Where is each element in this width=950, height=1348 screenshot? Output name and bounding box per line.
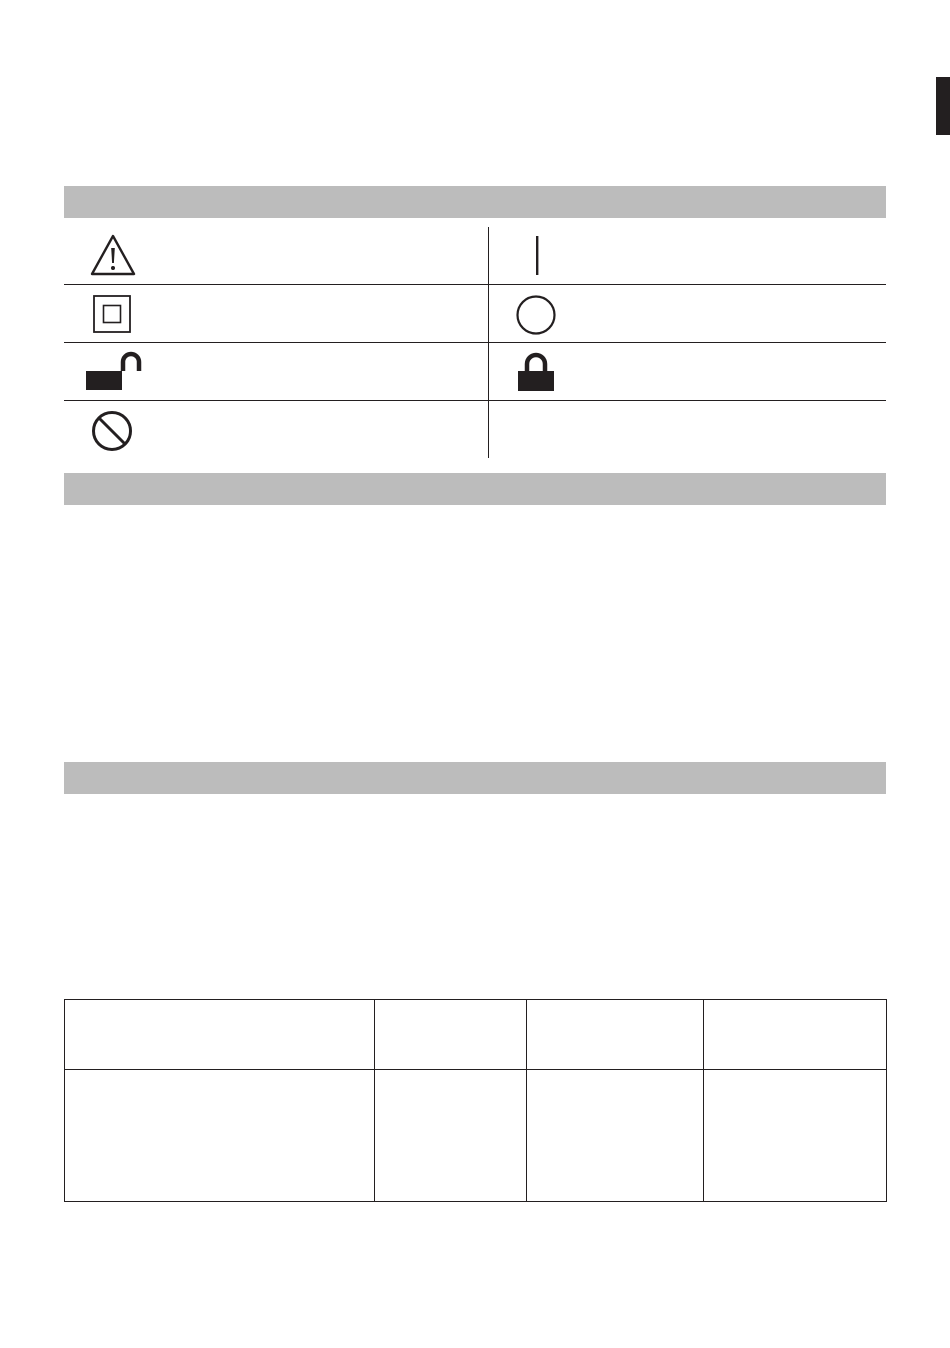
symbol-cell: [489, 227, 886, 284]
table-cell: [65, 1070, 375, 1202]
table-header-cell: [65, 1000, 375, 1070]
symbol-cell: [489, 285, 886, 342]
symbols-row: [64, 285, 886, 343]
table-header-row: [65, 1000, 887, 1070]
specification-table: [64, 999, 887, 1202]
symbol-cell: [64, 227, 488, 284]
table-header-cell: [527, 1000, 704, 1070]
section-heading-bar: [64, 473, 886, 505]
section-heading-bar: [64, 762, 886, 794]
table-header-cell: [704, 1000, 887, 1070]
symbols-table: [64, 227, 886, 458]
symbols-row: [64, 401, 886, 458]
symbol-cell-empty: [489, 401, 886, 458]
symbol-cell: [64, 343, 488, 400]
on-switch-icon: [533, 236, 541, 276]
table-header-cell: [375, 1000, 527, 1070]
table-cell: [375, 1070, 527, 1202]
table-cell: [527, 1070, 704, 1202]
double-insulation-icon: [92, 294, 132, 334]
warning-triangle-icon: [90, 234, 136, 276]
table-cell: [704, 1070, 887, 1202]
table-row: [65, 1070, 887, 1202]
symbol-cell: [64, 401, 488, 458]
locked-padlock-icon: [516, 350, 556, 394]
section-heading-bar: [64, 186, 886, 218]
symbol-cell: [64, 285, 488, 342]
symbols-row: [64, 343, 886, 401]
unlocked-padlock-icon: [84, 349, 142, 393]
off-switch-icon: [515, 294, 557, 336]
prohibited-icon: [90, 409, 134, 453]
symbol-cell: [489, 343, 886, 400]
page-edge-tab: [936, 77, 950, 135]
symbols-row: [64, 227, 886, 285]
